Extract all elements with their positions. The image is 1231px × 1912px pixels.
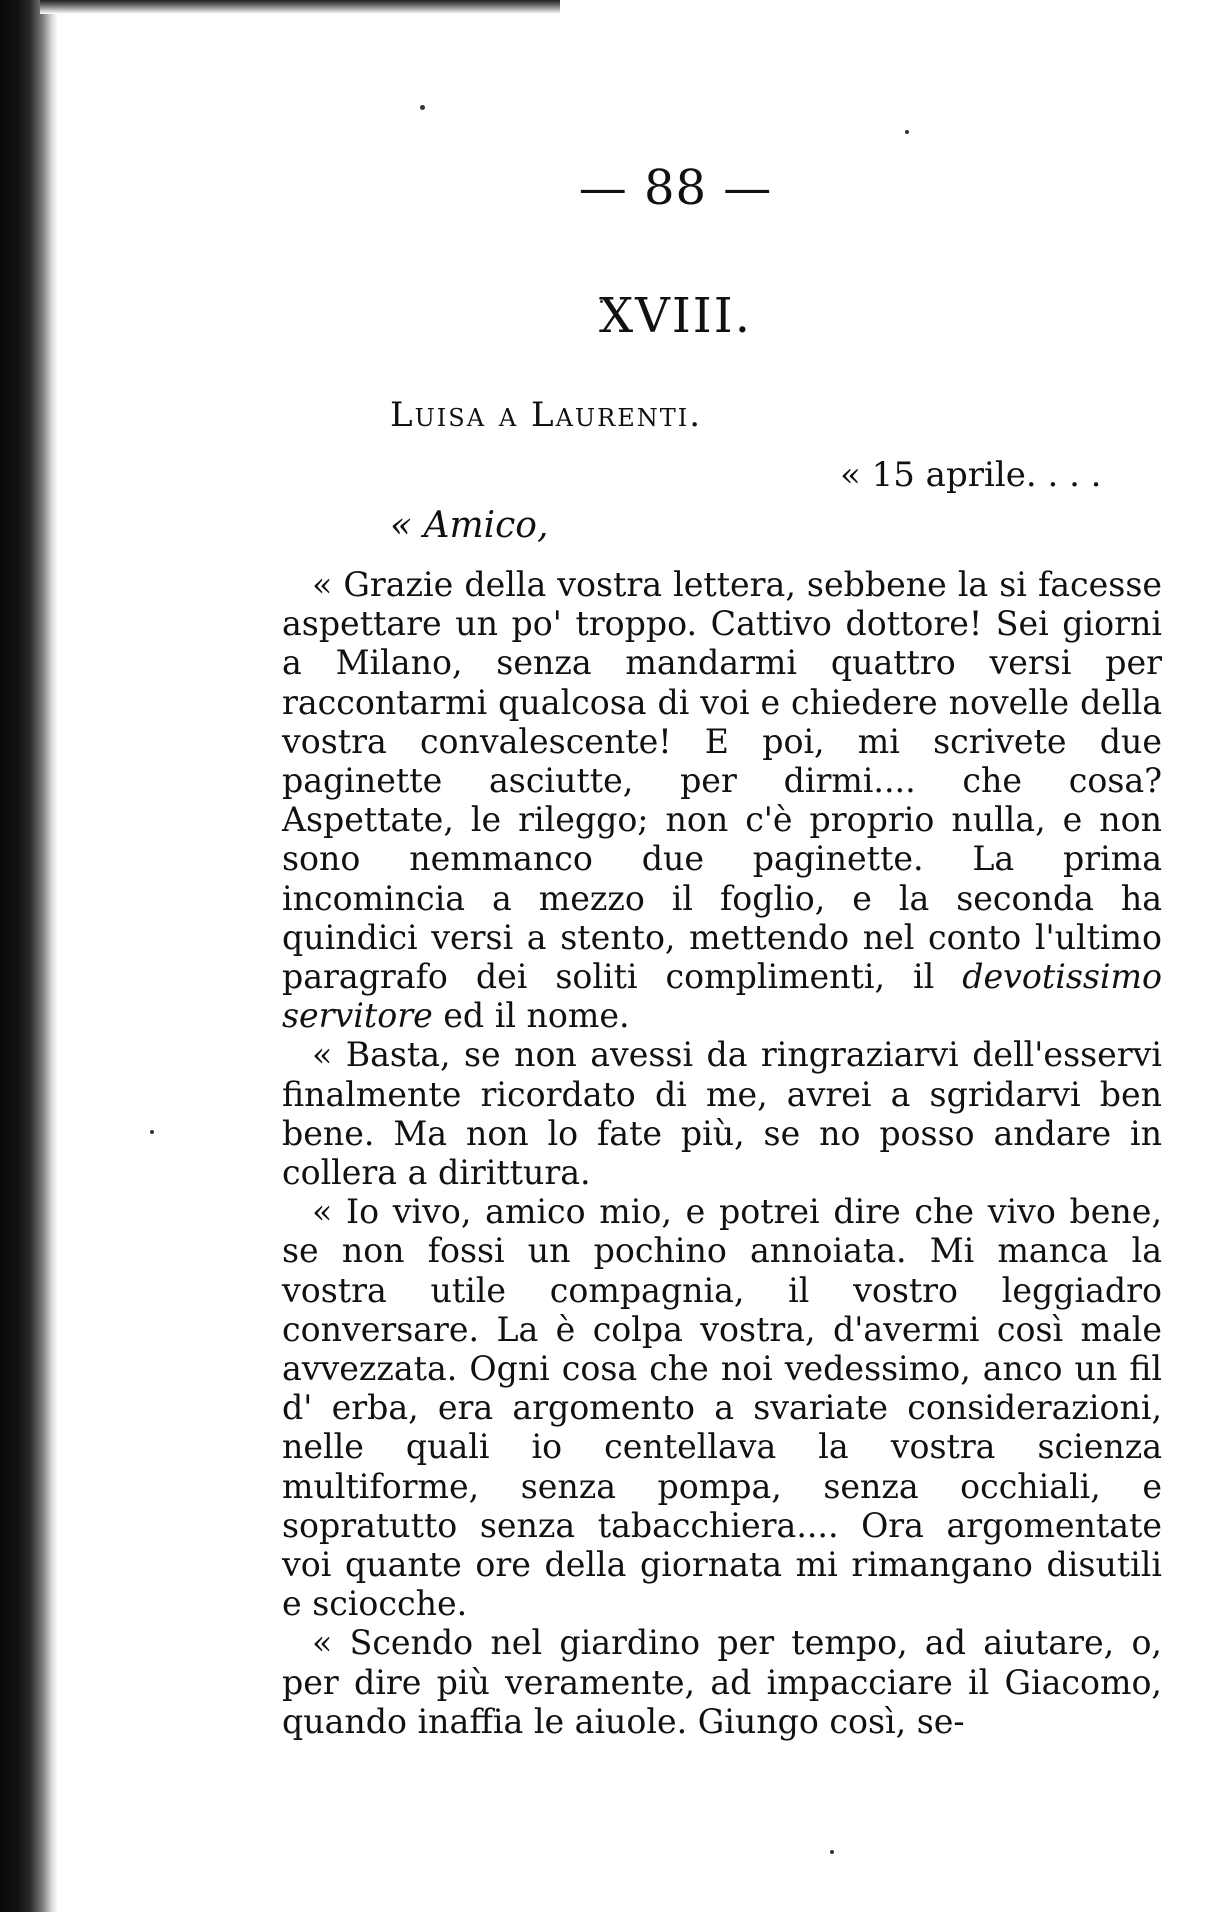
chapter-number: XVIII. xyxy=(599,288,752,344)
letter-body xyxy=(282,565,1162,1741)
paragraph-text: « Grazie della vostra lettera, sebbene la si facesse aspettare un po' troppo. Cattivo dottore! Sei giorni a Milano, senza mandarmi quattro versi per raccontarmi qualcosa di voi e chiedere novelle della vostra convalescente! E poi, mi scrivete due paginette asciutte, per dirmi.... che cosa? Aspettate, le rileggo; non c'è proprio nulla, e non sono nemmanco due paginette. La prima incomincia a mezzo il foglio, e la seconda ha quindici versi a stento, mettendo nel conto l'ultimo paragrafo dei soliti complimenti, il xyxy=(282,565,1162,997)
scan-speck xyxy=(420,105,425,110)
paragraph-text: « Io vivo, amico mio, e potrei dire che vivo bene, se non fossi un pochino annoiata. Mi manca la vostra utile compagnia, il vostro leggiadro conversare. La è colpa vostra, d'avermi così male avvezzata. Ogni cosa che noi vedessimo, anco un fil d' erba, era argomento a svariate considerazioni, nelle quali io centellava la vostra scienza multiforme, senza pompa, senza occhiali, e sopratutto senza tabacchiera.... Ora argomentate voi quante ore della giornata mi rimangano disutili e sciocche. xyxy=(282,1192,1162,1624)
paragraph xyxy=(282,565,1162,1035)
scan-speck xyxy=(830,1850,834,1854)
letter-heading: Luisa a Laurenti. xyxy=(390,395,703,435)
book-gutter-shadow xyxy=(0,0,58,1912)
paragraph xyxy=(282,1035,1162,1192)
paragraph-text: « Basta, se non avessi da ringraziarvi dell'esservi finalmente ricordato di me, avrei a sgridarvi ben bene. Ma non lo fate più, se no posso andare in collera a dirittura. xyxy=(282,1035,1162,1193)
scan-speck xyxy=(150,1130,154,1134)
paragraph-text: ed il nome. xyxy=(432,996,630,1036)
page-number: — 88 — xyxy=(578,160,773,216)
letter-salutation: « Amico, xyxy=(390,505,549,546)
scan-top-edge xyxy=(40,0,560,14)
letter-date: « 15 aprile. . . . xyxy=(840,455,1102,495)
scan-speck xyxy=(905,130,909,134)
paragraph-text-italic: devotissimo servitore xyxy=(282,957,1162,1036)
paragraph-text: « Scendo nel giardino per tempo, ad aiutare, o, per dire più veramente, ad impacciare il Giacomo, quando inaffia le aiuole. Giungo così, se- xyxy=(282,1623,1162,1741)
paragraph xyxy=(282,1192,1162,1623)
paragraph xyxy=(282,1623,1162,1741)
